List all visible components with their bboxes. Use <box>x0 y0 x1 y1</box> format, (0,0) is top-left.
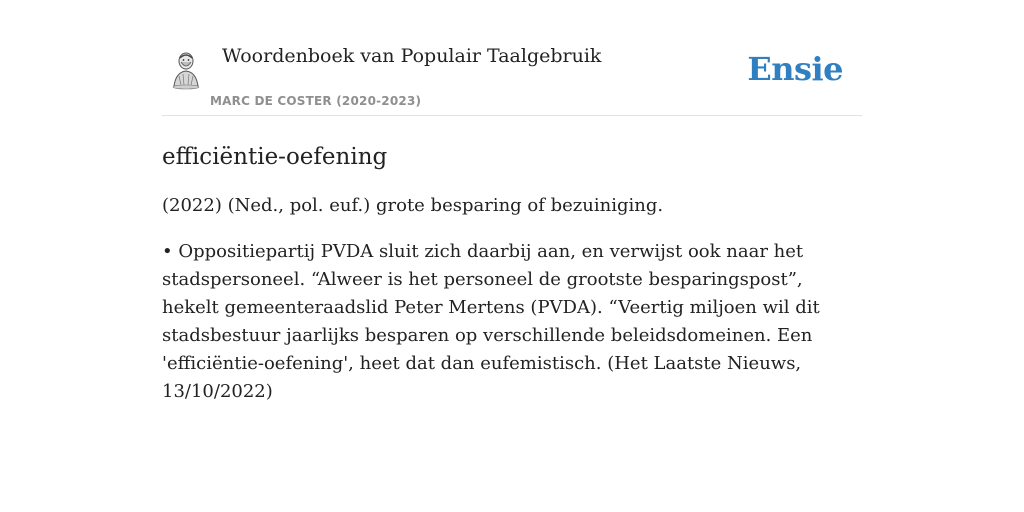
author-label: MARC DE COSTER (2020-2023) <box>210 94 422 108</box>
site-header <box>162 0 862 116</box>
entry-example: • Oppositiepartij PVDA sluit zich daarbij aan, en verwijst ook naar het stadspersoneel. “Alweer is het personeel de grootste besparingspost”, hekelt gemeenteraadslid Peter Mertens (PVDA). “Veertig miljoen wil dit stadsbestuur jaarlijks besparen op verschillende beleidsdomeinen. Een 'efficiëntie-oefening', heet dat dan eufemistisch. (Het Laatste Nieuws, 13/10/2022) <box>162 241 820 402</box>
page-container <box>162 0 862 406</box>
entry-definition: (2022) (Ned., pol. euf.) grote besparing of bezuiniging. <box>162 195 664 216</box>
ensie-logo-link[interactable]: Ensie <box>747 50 843 88</box>
entry-title: efficiëntie-oefening <box>162 144 388 170</box>
site-title-link[interactable]: Woordenboek van Populair Taalgebruik <box>222 45 602 67</box>
portrait-engraving-icon[interactable] <box>170 50 202 90</box>
